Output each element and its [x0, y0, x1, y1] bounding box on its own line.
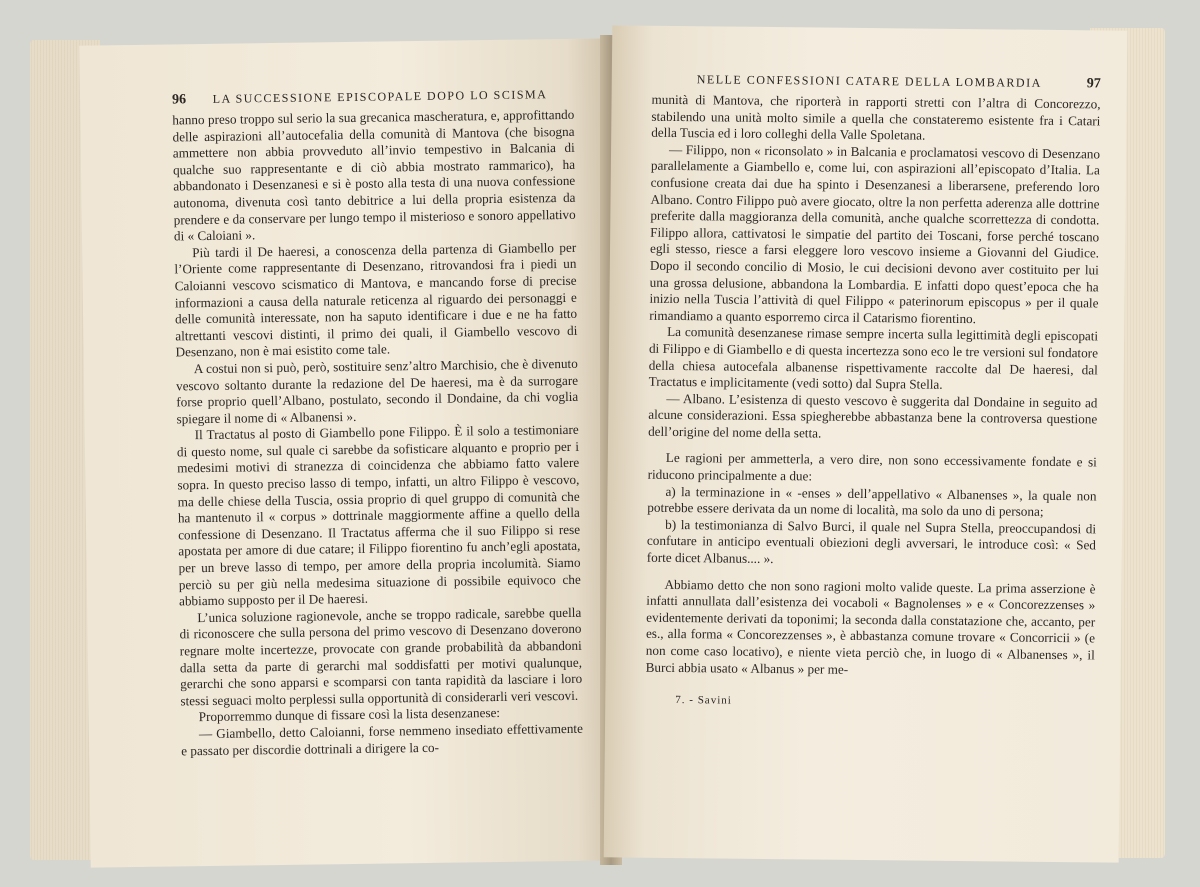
paragraph: Più tardi il De haeresi, a conoscenza della partenza di Giambello per l’Oriente come rappresentante di Desenzano, ritrovandosi fra i piedi un Caloianni vescovo scismatico di Mantova, e mancando forse di precise informazioni a causa della naturale reticenza al riguardo dei personaggi e delle comunità interessate, non ha saputo identificare i due e ne ha fatto altrettanti vescovi distinti, il primo dei quali, il Giambello vescovo di Desenzano, non è mai esistito come tale.	[174, 239, 578, 360]
right-page-number: 97	[1086, 76, 1101, 92]
paragraph: Proporremmo dunque di fissare così la lista desenzanese:	[198, 705, 501, 725]
paragraph: Abbiamo detto che non sono ragioni molto valide queste. La prima asserzione è infatti annullata dall’esistenza dei vocaboli « Bagnolenses » e « Concorezzenses » evidentemente derivati da toponimi; la seconda dalla constatazione che, accanto, per es., alla forma « Concorezzenses », è abbastanza comune trovare « Concorricii » (e non come caso locativo), e niente vieta perciò che, in luogo di « Albanenses », il Burci abbia usato « Albanus » per me-	[645, 576, 1096, 677]
paragraph: — Filippo, non « riconsolato » in Balcania e proclamatosi vescovo di Desenzano parallelamente a Giambello e, come lui, con aspirazioni all’episcopato d’Italia. La confusione creata dai due ha spinto i Desenzanesi a liberarsene, preferendo loro Albano. Contro Filippo può avere giocato, oltre la non perfetta aderenza alle dottrine preferite dalla maggioranza della comunità, anche qualche scorrettezza di condotta. Filippo allora, cattivatosi le simpatie del partito dei Toscani, forse perché toscano egli stesso, riesce a farsi eleggere loro vescovo insieme a Giovanni del Giudice. Dopo il secondo concilio di Mosio, le cui decisioni devono aver costituito per lui una grossa delusione, abbandona la Lombardia. E infatti dopo quest’epoca che ha inizio nella Tuscia l’attività di quel Filippo « paterinorum episcopus » per il quale rimandiamo a quanto esporremo circa il Catarismo fiorentino.	[649, 141, 1101, 326]
right-running-title: NELLE CONFESSIONI CATARE DELLA LOMBARDIA	[696, 72, 1042, 90]
paragraph: — Albano. L’esistenza di questo vescovo è suggerita dal Dondaine in seguito ad alcune considerazioni. Essa spiegherebbe abbastanza bene la controversa questione dell’origine del nome della setta.	[648, 390, 1098, 441]
paragraph: L’unica soluzione ragionevole, anche se troppo radicale, sarebbe quella di riconoscere che sulla persona del primo vescovo di Desenzano doverono regnare molte incertezze, provocate con grande probabilità da abbandoni dalla setta da parte di gerarchi mal soddisfatti per motivi qualunque, gerarchi che sono apparsi e scomparsi con tanta rapidità da lasciare i loro stessi seguaci molto perplessi sulla opportunità di considerarli veri vescovi.	[179, 604, 583, 709]
left-page-number: 96	[171, 92, 187, 108]
signature-mark: 7. - Savini	[675, 694, 732, 707]
left-page	[79, 38, 620, 867]
right-body	[646, 92, 1101, 681]
right-page	[604, 25, 1128, 862]
left-running-head	[172, 87, 574, 109]
paragraph: munità di Mantova, che riporterà in rapporti stretti con l’altra di Concorezzo, stabilendo una unità molto simile a quella che constateremo esistente fra i Catari della Tuscia ed i loro colleghi della Valle Spoletana.	[651, 91, 1101, 143]
paragraph: A costui non si può, però, sostituire senz’altro Marchisio, che è divenuto vescovo soltanto durante la redazione del De haeresi, ma è da surrogare forse proprio quell’Albano, postulato, secondo il Dondaine, da chi voglia spiegare il nome di « Albanensi ».	[175, 355, 579, 427]
left-running-title: LA SUCCESSIONE EPISCOPALE DOPO LO SCISMA	[212, 87, 548, 106]
right-running-head	[652, 72, 1101, 93]
paragraph: Il Tractatus al posto di Giambello pone Filippo. È il solo a testimoniare di questo nome, sul quale ci sarebbe da sofisticare alquanto e proprio per i medesimi motivi di stranezza di coincidenza che abbiamo fatto valere sopra. In questo preciso lasso di tempo, infatti, un altro Filippo è vescovo, ma delle chiese della Tuscia, ossia proprio di quel gruppo di comunità che ha mantenuto il « corpus » dottrinale maggiormente affine a quello della confessione di Desenzano. Il Tractatus afferma che il suo Filippo si rese apostata per amore di due catare; il Filippo fiorentino fu anch’egli apostata, per un breve lasso di tempo, per amore della propria incolumità. Siamo perciò su per giù nella medesima situazione di possibile equivoco che abbiamo supposto per il De haeresi.	[176, 422, 581, 609]
list-item: a) la terminazione in « -enses » dell’appellativo « Albanenses », la quale non potrebbe essere derivata da un nome di località, ma solo da uno di persona;	[647, 483, 1097, 520]
paragraph: Le ragioni per ammetterla, a vero dire, non sono eccessivamente fondate e si riducono principalmente a due:	[647, 450, 1097, 484]
left-body	[172, 107, 583, 760]
paragraph: — Giambello, detto Caloianni, forse nemmeno insediato effettivamente e passato per discordie dottrinali a dirigere la co-	[181, 720, 583, 758]
paragraph: La comunità desenzanese rimase sempre incerta sulla legittimità degli episcopati di Filippo e di Giambello e di questa incertezza sono eco le tre versioni sul fondatore della chiesa autocefala albanense rispettivamente raccolte dal De haeresi, dal Tractatus e implicitamente (vedi sotto) dal Supra Stella.	[648, 324, 1099, 392]
paragraph: hanno preso troppo sul serio la sua grecanica mascheratura, e, approfittando delle aspirazioni all’autocefalia della comunità di Mantova (che bisogna ammettere non abbia provveduto all’invio tempestivo in Balcania di qualche suo rappresentante e di ciò abbia mostrato rammarico), ha abbandonato i Desenzanesi e si è posto alla testa di una nuova confessione autonoma, divenuta così tanto debitrice a lui della propria esistenza da prendere e da conservare per lungo tempo il misterioso e sonoro appellativo di « Caloiani ».	[172, 106, 576, 244]
list-item: b) la testimonianza di Salvo Burci, il quale nel Supra Stella, preoccupandosi di confutare in anticipo eventuali obiezioni degli avversari, le introduce così: « Sed forte dicet Albanus.... ».	[646, 516, 1097, 567]
